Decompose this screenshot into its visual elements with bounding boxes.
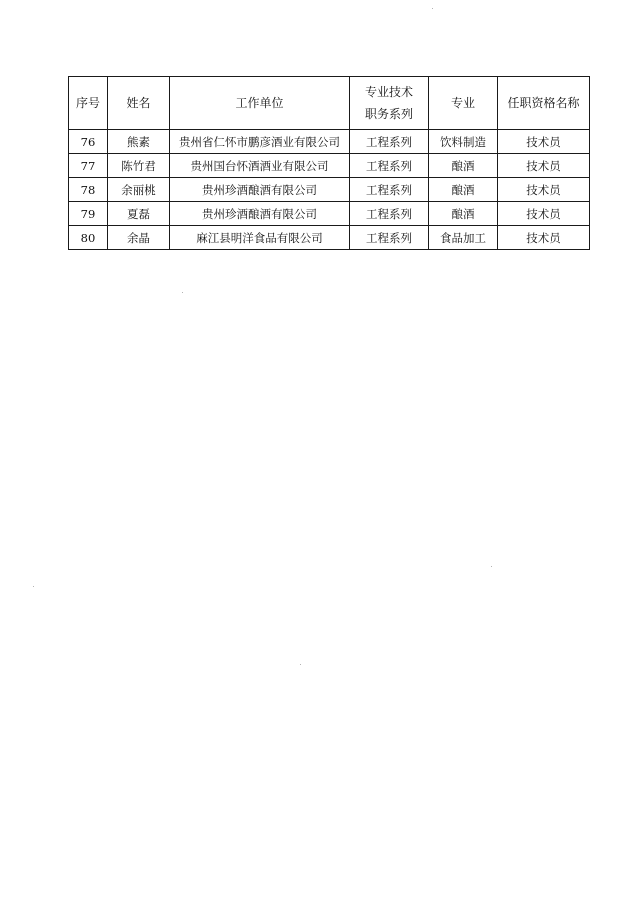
table-row <box>69 226 590 250</box>
cell-name: 熊素 <box>108 130 170 154</box>
table-row <box>69 178 590 202</box>
cell-employer: 贵州省仁怀市鹏彦酒业有限公司 <box>170 130 350 154</box>
table-body <box>69 130 590 250</box>
cell-employer: 贵州珍酒酿酒有限公司 <box>170 202 350 226</box>
cell-name: 陈竹君 <box>108 154 170 178</box>
cell-series: 工程系列 <box>350 154 429 178</box>
header-series-line2: 职务系列 <box>364 107 413 121</box>
header-qualification: 任职资格名称 <box>498 77 590 130</box>
cell-employer: 贵州国台怀酒酒业有限公司 <box>170 154 350 178</box>
cell-major: 酿酒 <box>429 202 498 226</box>
cell-index: 77 <box>69 154 108 178</box>
table-header <box>69 77 590 130</box>
cell-series: 工程系列 <box>350 202 429 226</box>
header-employer: 工作单位 <box>170 77 350 130</box>
cell-series: 工程系列 <box>350 226 429 250</box>
qualification-roster-table <box>68 76 590 250</box>
cell-major: 酿酒 <box>429 154 498 178</box>
cell-index: 78 <box>69 178 108 202</box>
scan-speck <box>300 664 301 665</box>
header-professional-series <box>350 77 429 130</box>
cell-qualification: 技术员 <box>498 226 590 250</box>
cell-name: 余晶 <box>108 226 170 250</box>
header-row <box>69 77 590 130</box>
cell-series: 工程系列 <box>350 178 429 202</box>
cell-major: 饮料制造 <box>429 130 498 154</box>
cell-qualification: 技术员 <box>498 154 590 178</box>
table-row <box>69 202 590 226</box>
cell-qualification: 技术员 <box>498 178 590 202</box>
cell-name: 余丽桃 <box>108 178 170 202</box>
header-major: 专业 <box>429 77 498 130</box>
header-name: 姓名 <box>108 77 170 130</box>
scan-speck <box>33 586 34 587</box>
table-row <box>69 154 590 178</box>
cell-series: 工程系列 <box>350 130 429 154</box>
cell-index: 79 <box>69 202 108 226</box>
cell-qualification: 技术员 <box>498 130 590 154</box>
header-index: 序号 <box>69 77 108 130</box>
table-row <box>69 130 590 154</box>
header-series-line1: 专业技术 <box>364 85 413 99</box>
cell-major: 酿酒 <box>429 178 498 202</box>
scan-speck <box>182 292 183 293</box>
cell-employer: 贵州珍酒酿酒有限公司 <box>170 178 350 202</box>
scan-speck <box>491 566 492 567</box>
cell-name: 夏磊 <box>108 202 170 226</box>
scan-speck <box>432 8 433 9</box>
cell-qualification: 技术员 <box>498 202 590 226</box>
cell-index: 80 <box>69 226 108 250</box>
cell-index: 76 <box>69 130 108 154</box>
cell-employer: 麻江县明洋食品有限公司 <box>170 226 350 250</box>
cell-major: 食品加工 <box>429 226 498 250</box>
